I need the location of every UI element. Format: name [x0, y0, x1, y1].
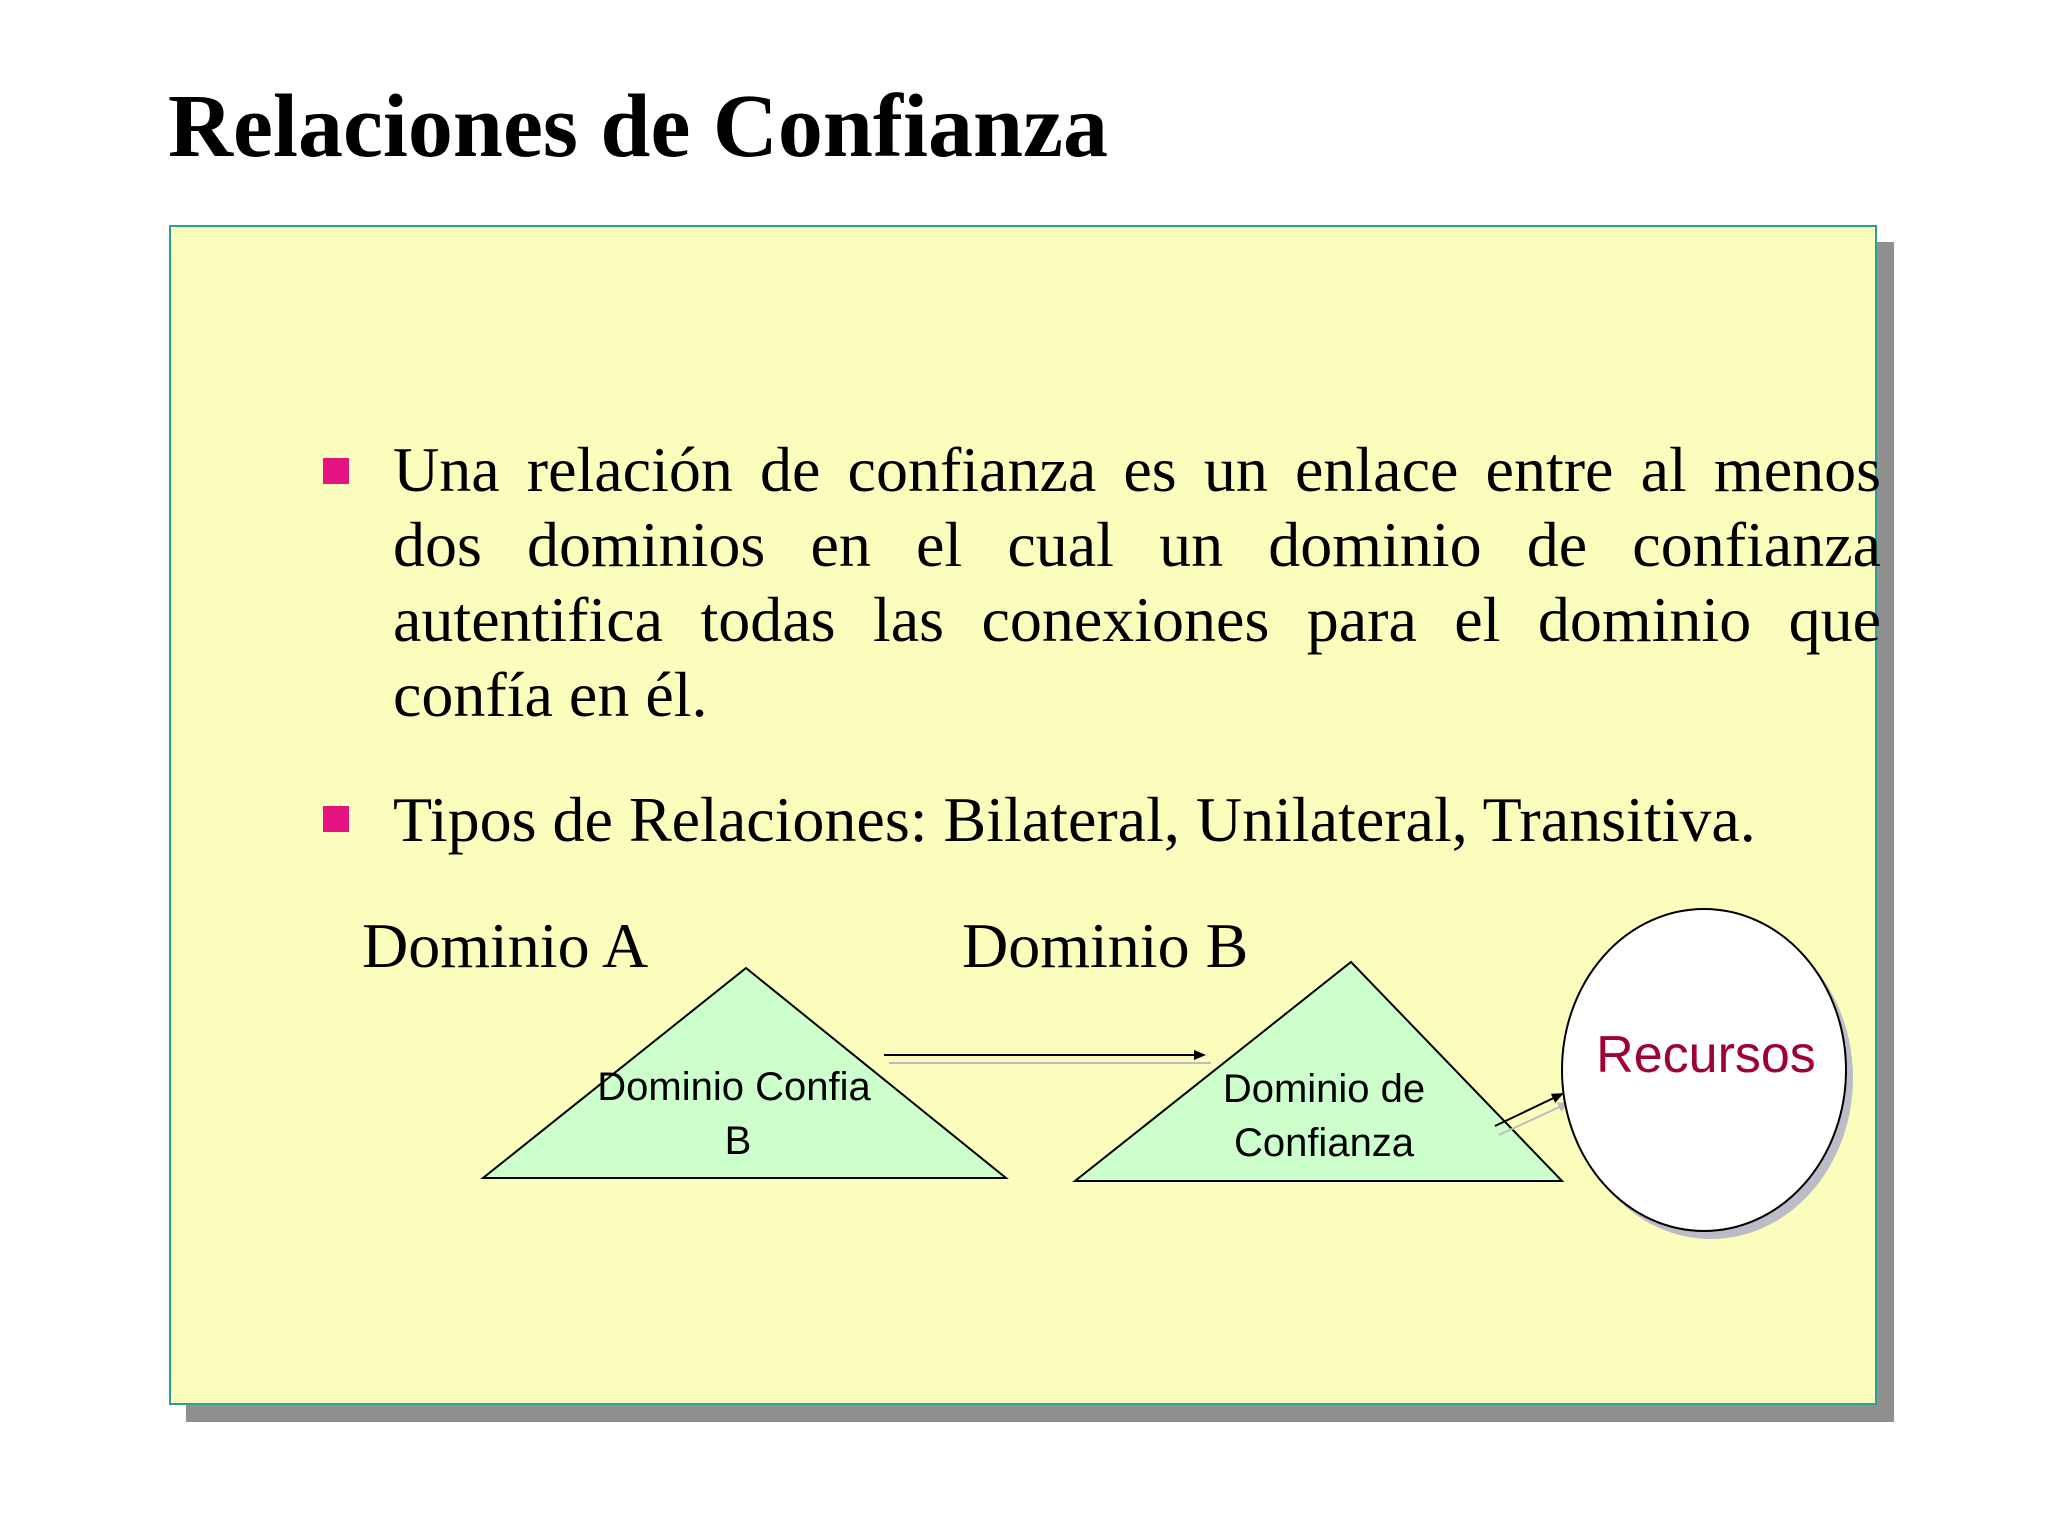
trust-diagram — [171, 227, 1875, 1403]
resources-label: Recursos — [1596, 1026, 1816, 1084]
triangle-b-label-line2: Confianza — [1233, 1121, 1415, 1165]
slide-title: Relaciones de Confianza — [168, 77, 1108, 176]
content-panel — [169, 225, 1881, 1405]
triangle-b-label-line1: Dominio de — [1222, 1067, 1426, 1111]
bullet-text: Una relación de confianza es un enlace entre al menos dos dominios en el cual un dominio de confianza autentifica todas las conexiones para el dominio que confía en él. — [393, 434, 1881, 730]
triangle-a-label-line2: B — [724, 1119, 752, 1163]
bullet-text: Tipos de Relaciones: Bilateral, Unilateral, Transitiva. — [393, 784, 1756, 855]
domain-a-label: Dominio A — [362, 910, 649, 981]
domain-b-label: Dominio B — [962, 910, 1249, 981]
triangle-a-label-line1: Dominio Confia — [597, 1065, 871, 1109]
